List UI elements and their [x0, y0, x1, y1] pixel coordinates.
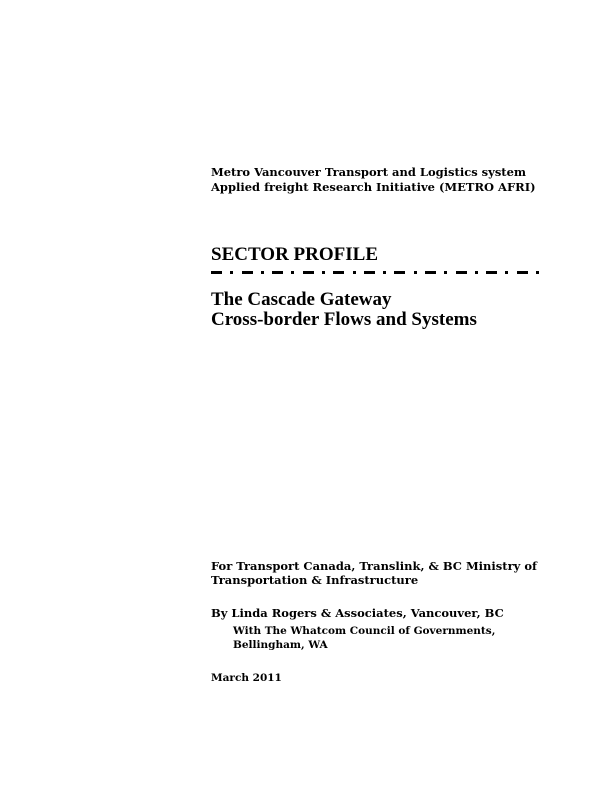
title-line-2: Cross-border Flows and Systems: [211, 309, 477, 330]
organization-line-2: Applied freight Research Initiative (METRO AFRI): [211, 180, 536, 194]
organization-line-1: Metro Vancouver Transport and Logistics system: [211, 165, 527, 179]
organization-heading: [211, 165, 536, 195]
sector-label: SECTOR PROFILE: [211, 244, 378, 265]
title-line-1: The Cascade Gateway: [211, 289, 392, 310]
publication-date: March 2011: [211, 672, 282, 684]
co-author-line-2: Bellingham, WA: [233, 639, 328, 651]
author-line: By Linda Rogers & Associates, Vancouver, BC: [211, 606, 504, 620]
co-author: [233, 624, 495, 652]
prepared-for-line-1: For Transport Canada, Translink, & BC Ministry of: [211, 559, 537, 573]
dash-dot-divider: [211, 270, 539, 274]
document-title: [211, 290, 477, 330]
prepared-for: [211, 559, 541, 587]
co-author-line-1: With The Whatcom Council of Governments,: [233, 625, 496, 637]
prepared-for-line-2: Transportation & Infrastructure: [211, 573, 419, 587]
